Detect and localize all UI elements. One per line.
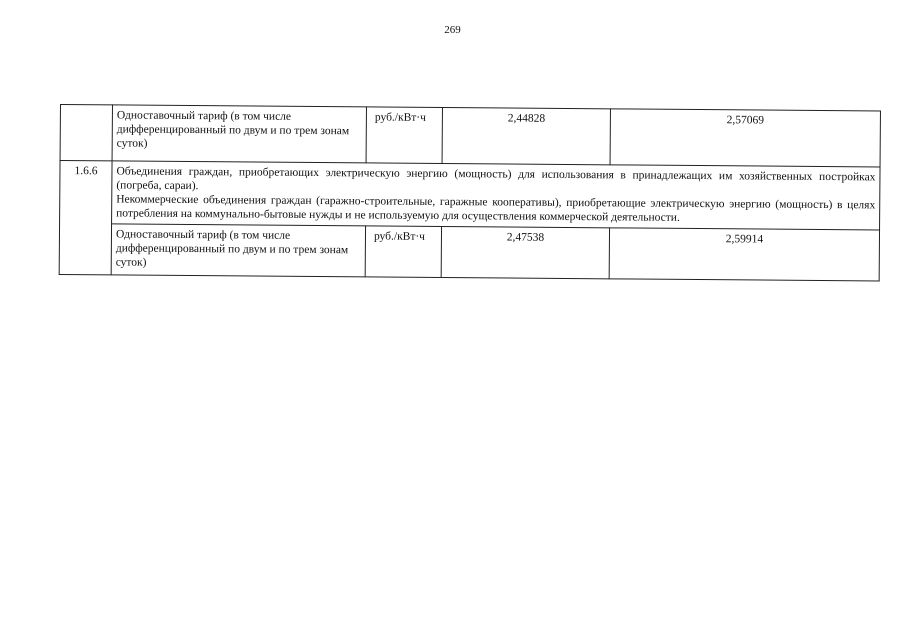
- table-row: [59, 224, 879, 281]
- consumer-group-description-cell: [112, 161, 880, 230]
- row-number-cell: 1.6.6: [59, 161, 112, 275]
- value-cell-first-half: 2,47538: [441, 227, 609, 279]
- consumer-group-paragraph: Некоммерческие объединения граждан (гаражно-строительные, гаражные кооперативы), приобретающие электрическую энергию (мощность) в целях потребления на коммунально-бытовые нужды и не используемую для осуществления коммерческой деятельности.: [116, 193, 876, 224]
- tariff-description-cell: Одноставочный тариф (в том числе дифференцированный по двум и по трем зонам суток): [111, 224, 365, 277]
- unit-cell: руб./кВт·ч: [365, 226, 441, 278]
- page-number: 269: [444, 24, 461, 36]
- value-cell-second-half: 2,59914: [609, 228, 879, 281]
- table-row: [60, 105, 880, 167]
- value-cell-second-half: 2,57069: [610, 109, 880, 167]
- unit-cell: руб./кВт·ч: [366, 107, 442, 164]
- tariff-table-wrapper: [59, 104, 880, 281]
- table-row: [60, 161, 880, 230]
- consumer-group-paragraph: Объединения граждан, приобретающих электрическую энергию (мощность) для использования в принадлежащих им хозяйственных постройках (погреба, сараи).: [116, 165, 876, 193]
- value-cell-first-half: 2,44828: [442, 108, 610, 165]
- tariff-description-cell: Одноставочный тариф (в том числе дифференцированный по двум и по трем зонам суток): [112, 105, 366, 163]
- row-number-cell: [60, 105, 112, 161]
- tariff-table: [59, 104, 881, 281]
